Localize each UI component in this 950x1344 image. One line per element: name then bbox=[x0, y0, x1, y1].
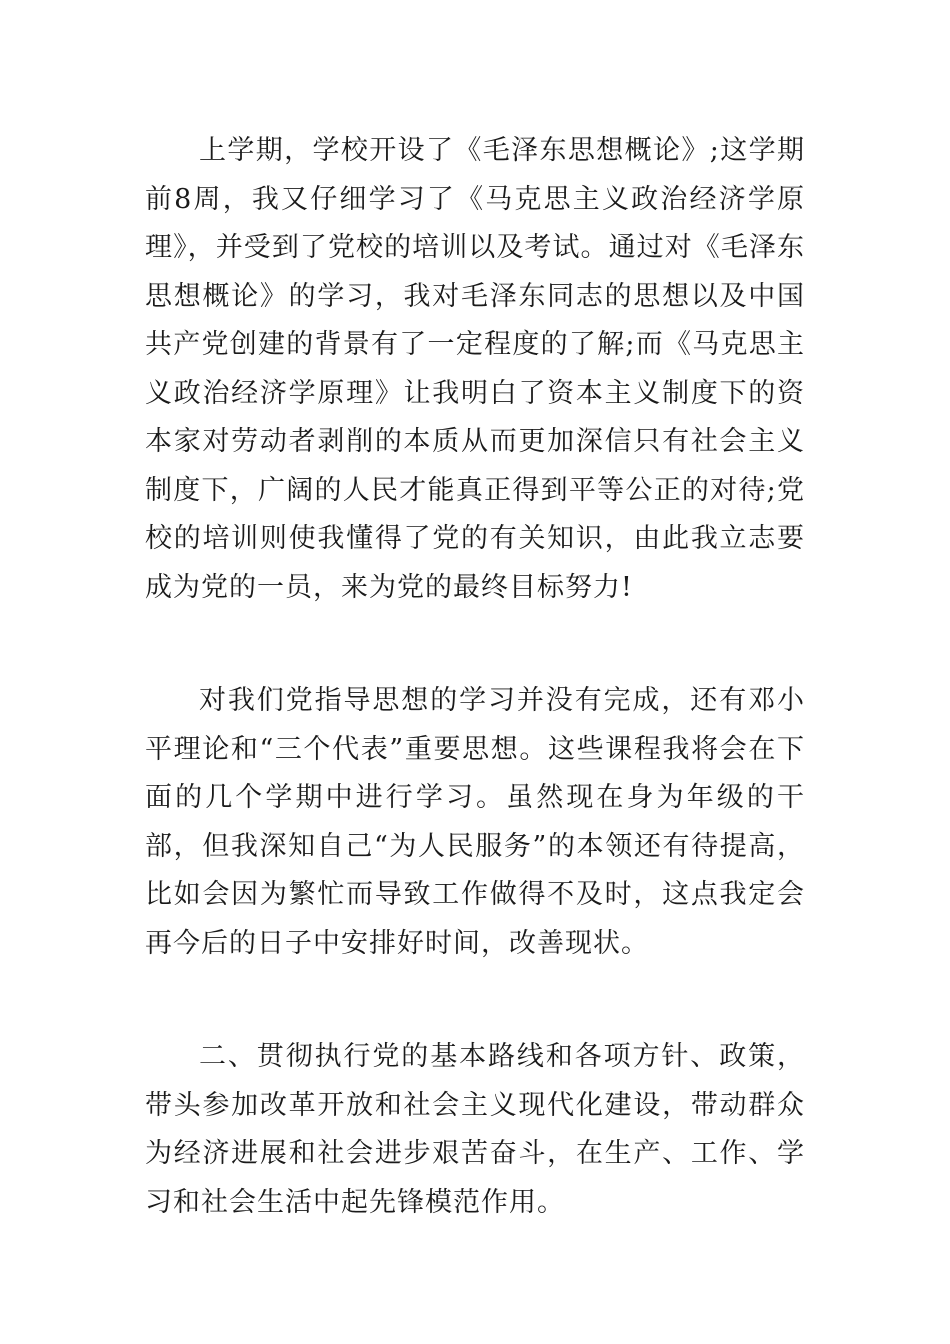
paragraph-party-line: 二、贯彻执行党的基本路线和各项方针、政策，带头参加改革开放和社会主义现代化建设，带动群众为经济进展和社会进步艰苦奋斗，在生产、工作、学习和社会生活中起先锋模范作用。 bbox=[145, 1041, 805, 1218]
paragraph-further-study: 对我们党指导思想的学习并没有完成，还有邓小平理论和“三个代表”重要思想。这些课程我将会在下面的几个学期中进行学习。虽然现在身为年级的干部，但我深知自己“为人民服务”的本领还有待提高，比如会因为繁忙而导致工作做得不及时，这点我定会再今后的日子中安排好时间，改善现状。 bbox=[145, 685, 805, 959]
document-body bbox=[145, 127, 805, 1227]
paragraph-study-review: 上学期，学校开设了《毛泽东思想概论》;这学期前8周，我又仔细学习了《马克思主义政治经济学原理》，并受到了党校的培训以及考试。通过对《毛泽东思想概论》的学习，我对毛泽东同志的思想以及中国共产党创建的背景有了一定程度的了解;而《马克思主义政治经济学原理》让我明白了资本主义制度下的资本家对劳动者剥削的本质从而更加深信只有社会主义制度下，广阔的人民才能真正得到平等公正的对待;党校的培训则使我懂得了党的有关知识，由此我立志要成为党的一员，来为党的最终目标努力! bbox=[145, 135, 805, 603]
